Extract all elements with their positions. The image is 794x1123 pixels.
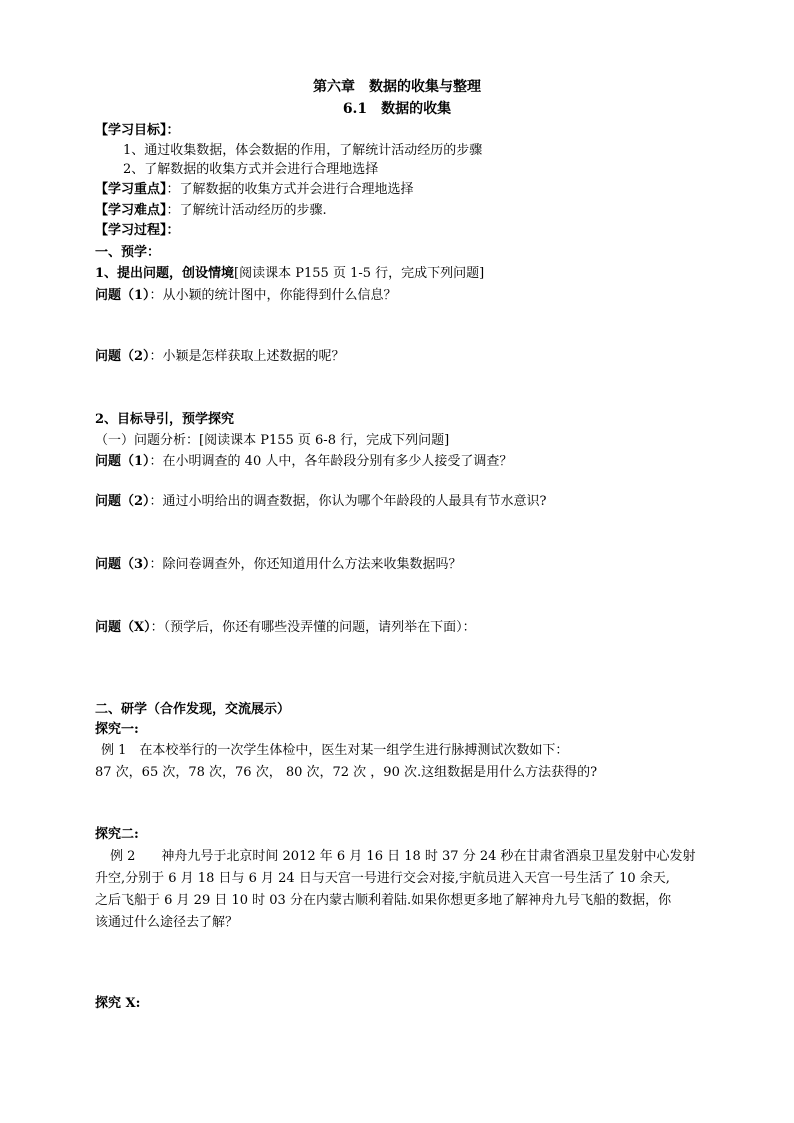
analysis-question-3 [95,556,462,574]
example-2-line-1: 例 2 神舟九号于北京时间 2012 年 6 月 16 日 18 时 37 分 24 秒在甘肃省酒泉卫星发射中心发射 [110,849,696,864]
analysis-question-x [95,619,476,637]
key-points-text: ：了解数据的收集方式并会进行合理地选择 [166,182,414,197]
preview-heading: 一、预学： [95,245,161,260]
analysis-question-3-text: ：除问卷调查外，你还知道用什么方法来收集数据吗？ [149,557,462,572]
difficulty-text: ：了解统计活动经历的步骤. [166,203,327,218]
example-1-line-1: 例 1 在本校举行的一次学生体检中，医生对某一组学生进行脉搏测试次数如下： [101,743,569,758]
difficulty-points [95,202,327,220]
step1-text: [阅读课本 P155 页 1-5 行，完成下列问题] [234,266,485,281]
analysis-question-1-label: 问题（1） [95,454,150,469]
goals-heading: 【学习目标】： [95,123,180,138]
question-2 [95,348,345,366]
explore-1-heading: 探究一: [95,722,139,737]
page-subtitle: 6.1 数据的收集 [342,101,452,117]
analysis-question-1 [95,453,512,471]
explore-x-heading: 探究 X: [95,996,141,1011]
step2-heading: 2、目标导引，预学探究 [95,412,235,427]
analysis-line: （一）问题分析：[阅读课本 P155 页 6-8 行，完成下列问题] [95,433,450,448]
example-1-line-2: 87 次，65 次，78 次，76 次， 80 次，72 次 ，90 次.这组数据是用什么方法获得的? [95,765,598,780]
process-heading: 【学习过程】： [95,223,180,238]
analysis-question-2-text: ：通过小明给出的调查数据，你认为哪个年龄段的人最具有节水意识? [149,494,547,509]
explore-2-heading: 探究二: [95,827,139,842]
step1 [95,265,484,283]
difficulty-label: 【学习难点】 [95,203,167,218]
example-2-line-2: 升空,分别于 6 月 18 日与 6 月 24 日与天宫一号进行交会对接,宇航员进入天宫一号生活了 10 余天, [95,871,670,886]
question-2-text: ：小颖是怎样获取上述数据的呢？ [149,349,345,364]
analysis-question-x-label: 问题（X） [95,620,151,635]
analysis-question-1-text: ：在小明调查的 40 人中，各年龄段分别有多少人接受了调查？ [149,454,513,469]
analysis-question-2-label: 问题（2） [95,494,150,509]
key-points-label: 【学习重点】 [95,182,167,197]
key-points [95,181,414,199]
analysis-question-2 [95,493,547,511]
example-2-line-3: 之后飞船于 6 月 29 日 10 时 03 分在内蒙古顺利着陆.如果你想更多地了解神舟九号飞船的数据，你 [95,893,672,908]
analysis-question-3-label: 问题（3） [95,557,150,572]
question-2-label: 问题（2） [95,349,150,364]
goal-item-2: 2、了解数据的收集方式并会进行合理地选择 [123,162,379,177]
question-1 [95,287,397,305]
question-1-text: ：从小颖的统计图中，你能得到什么信息？ [149,288,397,303]
page-title: 第六章 数据的收集与整理 [313,79,481,95]
question-1-label: 问题（1） [95,288,150,303]
step1-heading: 1、提出问题，创设情境 [95,266,235,281]
example-2-line-4: 该通过什么途径去了解？ [95,915,239,930]
goal-item-1: 1、通过收集数据，体会数据的作用，了解统计活动经历的步骤 [123,143,483,158]
study-heading: 二、研学（合作发现，交流展示） [95,702,291,717]
analysis-question-x-text: ：（预学后，你还有哪些没弄懂的问题，请列举在下面）： [150,620,476,635]
